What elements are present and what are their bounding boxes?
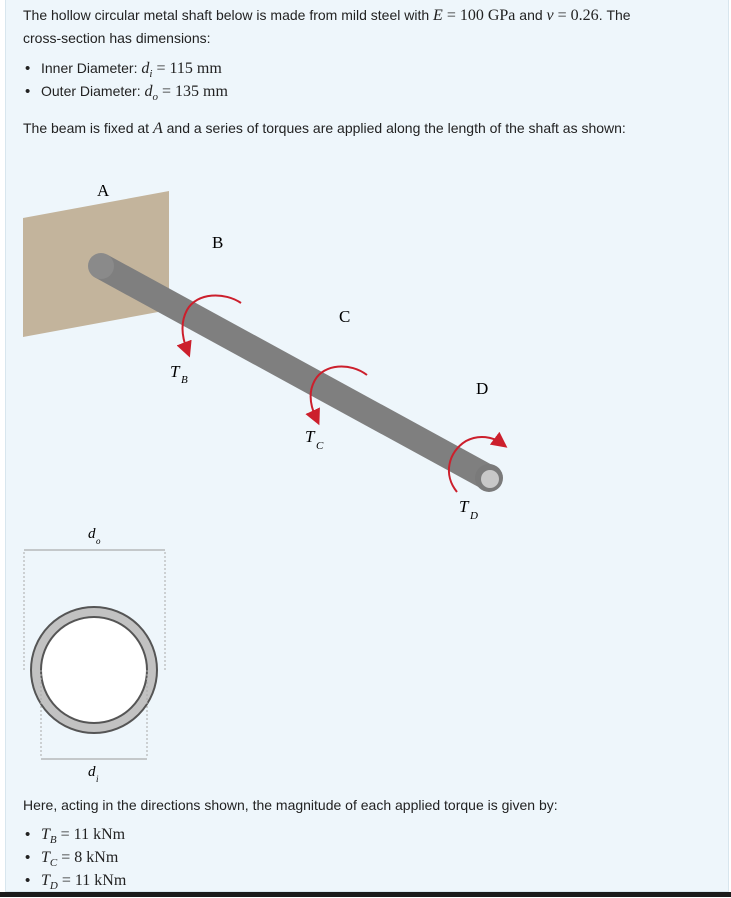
torque-d-sub: D: [49, 880, 58, 893]
cross-section-diagram: [24, 526, 165, 784]
torque-d-symbol: T: [459, 497, 469, 516]
point-c-label: C: [339, 307, 351, 326]
torque-c-sub: C: [49, 857, 58, 870]
di-subscript: i: [96, 774, 99, 784]
outer-diameter-label: Outer Diameter:: [41, 83, 145, 99]
outer-diameter-symbol-label: [88, 526, 101, 546]
di-symbol: d: [88, 764, 96, 780]
torque-list: [23, 823, 126, 892]
torque-c-label: [305, 427, 324, 452]
torque-d-label: [459, 497, 478, 522]
outer-diameter-value: = 135 mm: [157, 83, 228, 100]
fixed-text-end: and a series of torques are applied along the length of the shaft as shown:: [162, 120, 626, 136]
shaft-bore: [481, 470, 499, 488]
shaft-body: [101, 266, 489, 478]
list-item-torque-d: [23, 869, 126, 892]
intro-text-end: . The: [598, 7, 631, 23]
torque-b-expression: [41, 826, 126, 847]
list-item-torque-c: [23, 846, 126, 869]
bottom-border: [0, 892, 731, 897]
modulus-value: = 100 GPa: [442, 7, 516, 24]
fixed-text-start: The beam is fixed at: [23, 120, 153, 136]
intro-text: The hollow circular metal shaft below is made from mild steel with: [23, 7, 434, 23]
torque-b-sym: T: [41, 826, 50, 843]
point-b-label: B: [212, 233, 224, 252]
inner-diameter-subscript: i: [149, 68, 153, 81]
inner-diameter-value: = 115 mm: [152, 60, 222, 77]
torque-c-symbol: T: [305, 427, 315, 446]
torque-b-subscript: B: [181, 374, 188, 386]
do-subscript: o: [96, 536, 101, 546]
torque-c-subscript: C: [316, 440, 324, 452]
poisson-value: = 0.26: [553, 7, 599, 24]
inner-bore: [41, 617, 147, 723]
torque-b-label: [170, 362, 188, 386]
inner-diameter-symbol: d: [141, 60, 150, 77]
torque-b-symbol: T: [170, 362, 180, 381]
intro-conjunction: and: [515, 7, 547, 23]
inner-diameter-label: Inner Diameter:: [41, 60, 142, 76]
torque-d-value: = 11 kNm: [57, 872, 127, 889]
torque-c-value: = 8 kNm: [57, 849, 119, 866]
outer-diameter-subscript: o: [152, 91, 158, 104]
torque-d-sym: T: [41, 872, 50, 889]
intro-line-2: cross-section has dimensions:: [23, 30, 211, 46]
support-symbol: A: [152, 120, 163, 137]
list-item-torque-b: [23, 823, 126, 846]
outer-diameter-symbol: d: [144, 83, 153, 100]
point-a-label: A: [97, 181, 110, 200]
torque-b-value: = 11 kNm: [56, 826, 126, 843]
modulus-symbol: E: [433, 7, 443, 24]
torque-b-sub: B: [49, 834, 57, 847]
torque-d-subscript: D: [470, 510, 478, 522]
torque-intro: Here, acting in the directions shown, the magnitude of each applied torque is given by:: [23, 797, 558, 813]
do-symbol: d: [88, 526, 96, 542]
shaft-fixed-end: [88, 253, 114, 279]
point-d-label: D: [476, 379, 489, 398]
torque-c-expression: [41, 849, 119, 870]
torque-d-expression: [41, 872, 127, 893]
poisson-symbol: ν: [546, 7, 554, 24]
torque-c-sym: T: [41, 849, 50, 866]
inner-diameter-symbol-label: [88, 764, 99, 784]
